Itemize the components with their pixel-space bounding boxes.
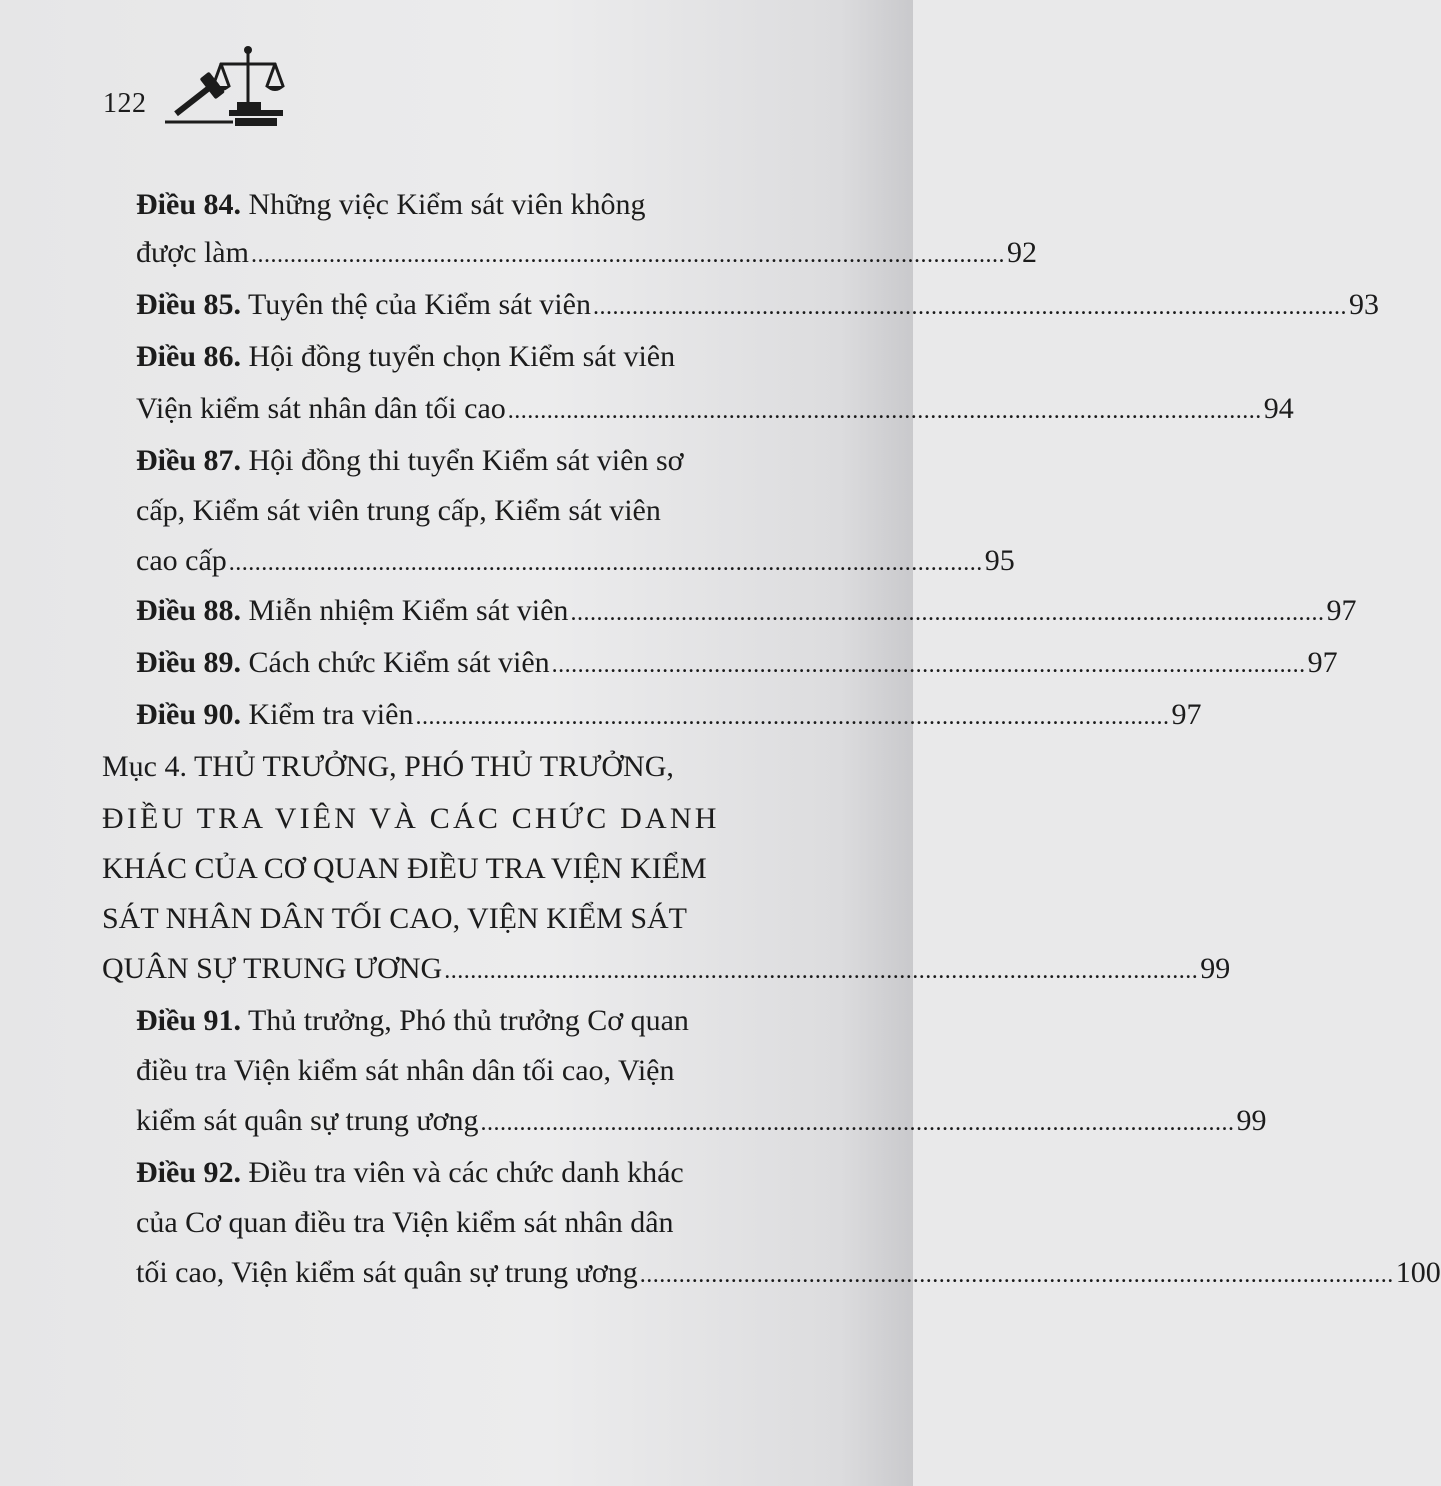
toc-entry-84-line2 bbox=[136, 228, 1037, 278]
toc-page-number: 97 bbox=[1307, 646, 1338, 679]
dot-leader: .................................................................................................................... bbox=[228, 550, 983, 576]
toc-entry-label: Điều 89. bbox=[136, 646, 241, 679]
toc-entry-84-line1 bbox=[136, 180, 786, 230]
dot-leader: .................................................................................................................... bbox=[415, 704, 1170, 730]
toc-page-number: 97 bbox=[1171, 698, 1202, 731]
toc-section-muc4-line3 bbox=[102, 844, 707, 894]
toc-entry-title: Cách chức Kiểm sát viên bbox=[248, 646, 550, 679]
toc-entry-91-line1 bbox=[136, 996, 689, 1046]
toc-page-number: 92 bbox=[1006, 236, 1037, 269]
toc-page-number: 99 bbox=[1236, 1104, 1267, 1137]
toc-entry-title: Điều tra viên và các chức danh khác bbox=[248, 1156, 684, 1189]
dot-leader: .................................................................................................................... bbox=[507, 398, 1262, 424]
page-number: 122 bbox=[103, 88, 147, 119]
dot-leader: .................................................................................................................... bbox=[592, 294, 1347, 320]
toc-section-muc4-line1 bbox=[102, 742, 674, 792]
toc-entry-86-line2 bbox=[136, 384, 1294, 434]
toc-entry-title: Miễn nhiệm Kiểm sát viên bbox=[248, 594, 569, 627]
toc-entry-88 bbox=[136, 586, 1357, 636]
toc-entry-label: Điều 84. bbox=[136, 188, 241, 221]
dot-leader: .................................................................................................................... bbox=[570, 600, 1325, 626]
toc-page-number: 93 bbox=[1348, 288, 1379, 321]
toc-entry-92-line2 bbox=[136, 1198, 674, 1248]
toc-section-muc4-line5 bbox=[102, 944, 1231, 994]
toc-entry-87-line2 bbox=[136, 486, 661, 536]
page-header bbox=[103, 40, 323, 130]
toc-entry-label: Điều 91. bbox=[136, 1004, 241, 1037]
toc-entry-label: Điều 90. bbox=[136, 698, 241, 731]
toc-entry-label: Điều 87. bbox=[136, 444, 241, 477]
dot-leader: .................................................................................................................... bbox=[480, 1110, 1235, 1136]
toc-entry-title: Những việc Kiểm sát viên không bbox=[248, 188, 646, 221]
toc-entry-87-line3 bbox=[136, 536, 1015, 586]
toc-section-muc4-line2 bbox=[102, 794, 720, 844]
toc-entry-title: cao cấp bbox=[136, 544, 227, 577]
dot-leader: .................................................................................................................... bbox=[250, 242, 1005, 268]
toc-page-number: 95 bbox=[984, 544, 1015, 577]
toc-page-number: 97 bbox=[1326, 594, 1357, 627]
toc-entry-85 bbox=[136, 280, 1379, 330]
toc-entry-title: của Cơ quan điều tra Viện kiểm sát nhân dân bbox=[136, 1206, 674, 1239]
toc-entry-86-line1 bbox=[136, 332, 675, 382]
toc-entry-title: Viện kiểm sát nhân dân tối cao bbox=[136, 392, 506, 425]
dot-leader: .................................................................................................................... bbox=[551, 652, 1306, 678]
toc-page-number: 99 bbox=[1200, 952, 1231, 985]
scales-of-justice-gavel-icon bbox=[161, 42, 291, 128]
toc-section-title: ĐIỀU TRA VIÊN VÀ CÁC CHỨC DANH bbox=[102, 802, 720, 835]
toc-entry-92-line1 bbox=[136, 1148, 684, 1198]
toc-entry-90 bbox=[136, 690, 1202, 740]
toc-section-title: KHÁC CỦA CƠ QUAN ĐIỀU TRA VIỆN KIỂM bbox=[102, 852, 707, 885]
dot-leader: .................................................................................................................... bbox=[444, 958, 1199, 984]
toc-entry-label: Điều 86. bbox=[136, 340, 241, 373]
toc-entry-title: Hội đồng tuyển chọn Kiểm sát viên bbox=[248, 340, 676, 373]
toc-entry-title: Thủ trưởng, Phó thủ trưởng Cơ quan bbox=[247, 1004, 689, 1037]
toc-entry-label: Điều 85. bbox=[136, 288, 241, 321]
toc-entry-91-line3 bbox=[136, 1096, 1267, 1146]
toc-entry-title: được làm bbox=[136, 236, 249, 269]
toc-section-title: QUÂN SỰ TRUNG ƯƠNG bbox=[102, 952, 443, 985]
toc-page-number: 94 bbox=[1263, 392, 1294, 425]
toc-entry-label: Điều 92. bbox=[136, 1156, 241, 1189]
toc-entry-89 bbox=[136, 638, 1338, 688]
toc-entry-title: Hội đồng thi tuyển Kiểm sát viên sơ bbox=[248, 444, 684, 477]
toc-entry-87-line1 bbox=[136, 436, 684, 486]
toc-section-title: SÁT NHÂN DÂN TỐI CAO, VIỆN KIỂM SÁT bbox=[102, 902, 687, 935]
toc-page-number: 100 bbox=[1395, 1256, 1441, 1289]
toc-section-title: Mục 4. THỦ TRƯỞNG, PHÓ THỦ TRƯỞNG, bbox=[102, 750, 674, 783]
toc-entry-title: điều tra Viện kiểm sát nhân dân tối cao, Viện bbox=[136, 1054, 675, 1087]
toc-section-muc4-line4 bbox=[102, 894, 687, 944]
toc-entry-title: tối cao, Viện kiểm sát quân sự trung ương bbox=[136, 1256, 638, 1289]
toc-entry-title: kiểm sát quân sự trung ương bbox=[136, 1104, 479, 1137]
dot-leader: .................................................................................................................... bbox=[639, 1262, 1394, 1288]
toc-entry-title: Kiểm tra viên bbox=[248, 698, 414, 731]
toc-entry-label: Điều 88. bbox=[136, 594, 241, 627]
toc-entry-92-line3 bbox=[136, 1248, 1441, 1298]
toc-entry-title: Tuyên thệ của Kiểm sát viên bbox=[247, 288, 591, 321]
toc-entry-title: cấp, Kiểm sát viên trung cấp, Kiểm sát viên bbox=[136, 494, 661, 527]
toc-entry-91-line2 bbox=[136, 1046, 674, 1096]
